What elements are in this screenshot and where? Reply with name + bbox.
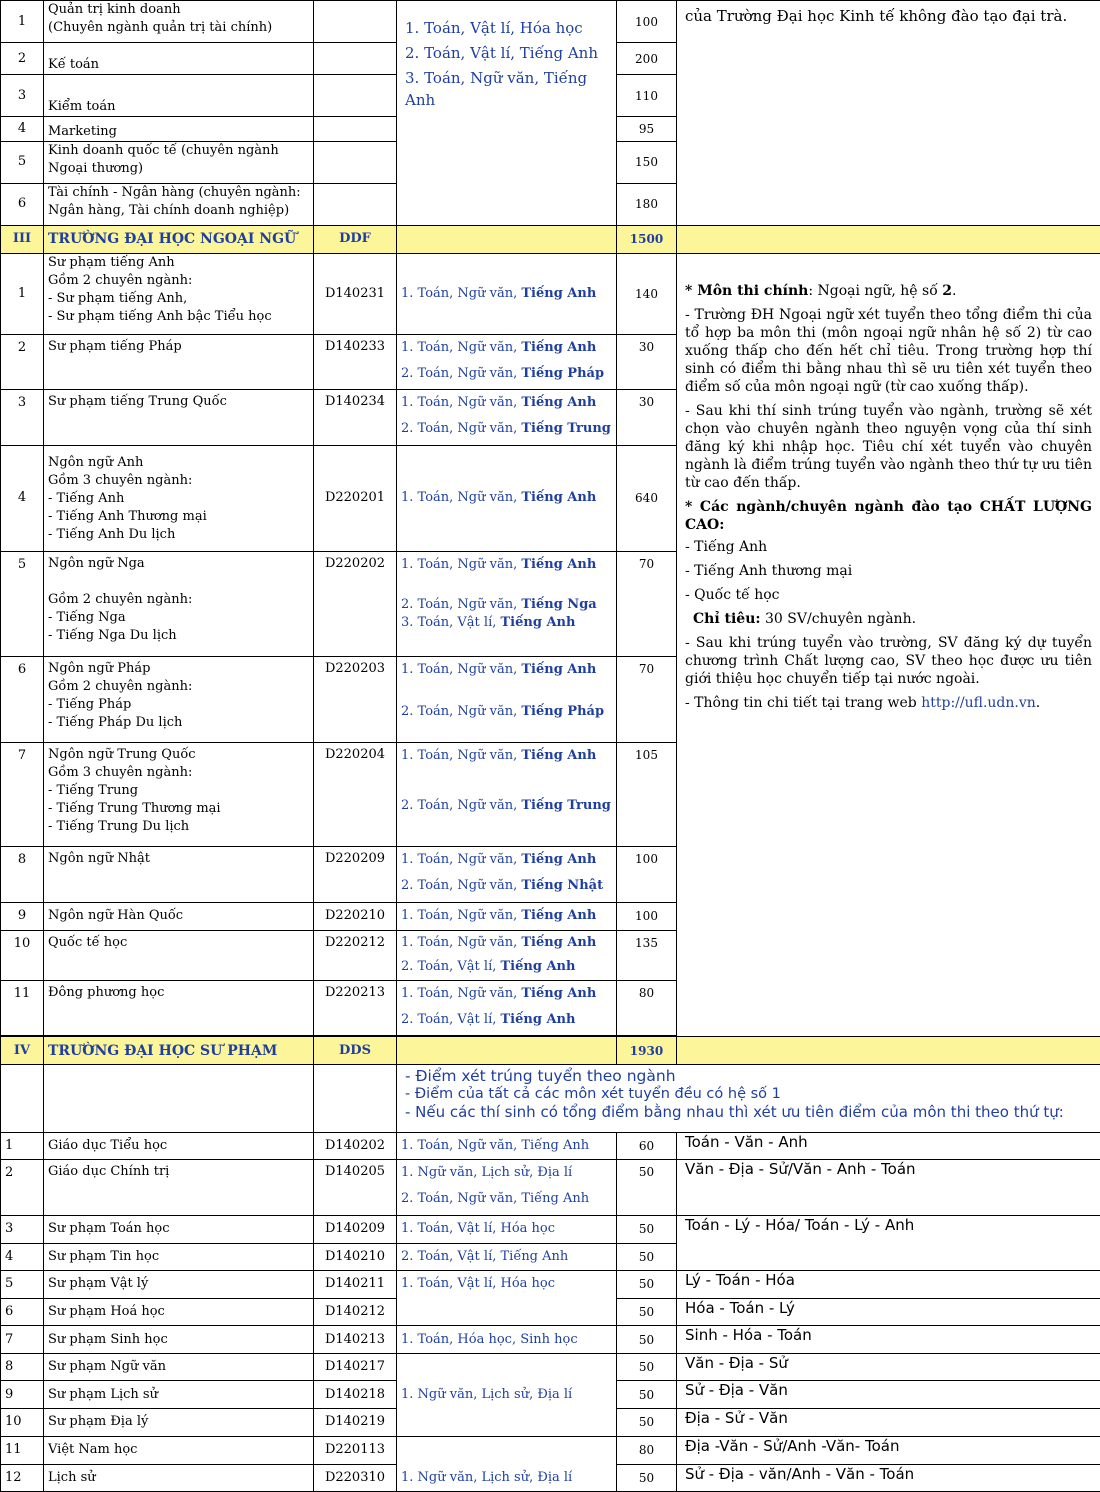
row-stt: 7 xyxy=(1,1326,44,1354)
row-qty: 110 xyxy=(617,75,677,117)
row-major-name: Sư phạm Ngữ văn xyxy=(44,1354,314,1381)
row-qty: 50 xyxy=(617,1409,677,1436)
row-qty: 30 xyxy=(617,335,677,390)
row-major-name: Sư phạm tiếng Trung Quốc xyxy=(44,390,314,445)
row-code: D140233 xyxy=(314,335,397,390)
section-qty: 1930 xyxy=(617,1037,677,1065)
rule-line: - Nếu các thí sinh có tổng điểm bằng nhau thì xét ưu tiên điểm của môn thi theo thứ tự: xyxy=(405,1103,1064,1122)
note-paragraph: - Trường ĐH Ngoại ngữ xét tuyển theo tổng điểm thi của tổ hợp ba môn thi (môn ngoại ngữ nhân hệ số 2) từ cao xuống thấp cho đến hết chỉ tiêu. Trong trường hợp thí sinh có điểm thi bằng nhau thì sẽ ưu tiên xét tuyển theo điểm số của môn ngoại ngữ (từ cao xuống thấp). xyxy=(685,306,1092,395)
row-qty: 105 xyxy=(617,742,677,846)
row-major-name: Sư phạm Hoá học xyxy=(44,1299,314,1326)
row-stt: 1 xyxy=(1,1,44,43)
combo-line: 3. Toán, Ngữ văn, Tiếng Anh xyxy=(405,69,588,109)
combo-cell: 1. Ngữ văn, Lịch sử, Địa lí 2. Toán, Ngữ văn, Tiếng Anh xyxy=(397,1160,617,1215)
combo-cell: 1. Toán, Ngữ văn, Tiếng Anh 2. Toán, Ngữ văn, Tiếng Pháp xyxy=(397,656,617,742)
table-row xyxy=(1,253,1100,334)
empty-cell xyxy=(314,1065,397,1133)
priority-order: Sinh - Hóa - Toán xyxy=(677,1326,1100,1354)
section-empty xyxy=(677,225,1100,253)
combo-cell: 2. Toán, Vật lí, Tiếng Anh xyxy=(397,1243,617,1270)
row-code: D140211 xyxy=(314,1270,397,1298)
row-qty: 50 xyxy=(617,1299,677,1326)
row-qty: 640 xyxy=(617,445,677,551)
row-code: D140210 xyxy=(314,1243,397,1270)
row-code xyxy=(314,75,397,117)
row-code: D220212 xyxy=(314,930,397,980)
row-stt: 3 xyxy=(1,390,44,445)
combo-cell: 1. Toán, Ngữ văn, Tiếng Anh xyxy=(397,445,617,551)
section-header xyxy=(1,225,1100,253)
admission-rules xyxy=(397,1065,1100,1133)
row-stt: 10 xyxy=(1,930,44,980)
row-major-name: Quản trị kinh doanh (Chuyên ngành quản trị tài chính) xyxy=(44,1,314,43)
s3-note: * Môn thi chính: Ngoại ngữ, hệ số 2. - Trường ĐH Ngoại ngữ xét tuyển theo tổng điểm thi của tổ hợp ba môn thi (môn ngoại ngữ nhân hệ số 2) từ cao xuống thấp cho đến hết chỉ tiêu. Trong trường hợp thí sinh có điểm thi bằng nhau thì sẽ ưu tiên xét tuyển theo điểm số của môn ngoại ngữ (từ cao xuống thấp). - Sau khi thí sinh trúng tuyển vào ngành, trường sẽ xét chọn vào chuyên ngành theo nguyện vọng của thí sinh đăng ký khi nhập học. Tiêu chí xét tuyển vào chuyên ngành là điểm trúng tuyển vào ngành theo thứ tự ưu tiên từ cao đến thấp. * Các ngành/chuyên ngành đào tạo CHẤT LƯỢNG CAO: - Tiếng Anh - Tiếng Anh thương mại - Quốc tế học Chỉ tiêu: 30 SV/chuyên ngành. - Sau khi trúng tuyển vào trường, SV đăng ký dự tuyển chương trình Chất lượng cao, SV theo học được ưu tiên giới thiệu học chuyển tiếp tại nước ngoài. - Thông tin chi tiết tại trang web http://ufl.udn.vn. xyxy=(677,253,1100,1036)
row-major-name: Quốc tế học xyxy=(44,930,314,980)
row-stt: 5 xyxy=(1,1270,44,1298)
empty-cell xyxy=(1,1065,44,1133)
row-code: D140212 xyxy=(314,1299,397,1326)
row-qty: 50 xyxy=(617,1243,677,1270)
row-major-name: Ngôn ngữ Hàn Quốc xyxy=(44,902,314,930)
row-major-name: Giáo dục Tiểu học xyxy=(44,1133,314,1160)
row-stt: 8 xyxy=(1,1354,44,1381)
row-qty: 30 xyxy=(617,390,677,445)
row-stt: 2 xyxy=(1,1160,44,1215)
row-code: D220204 xyxy=(314,742,397,846)
row-qty: 180 xyxy=(617,183,677,225)
row-qty: 50 xyxy=(617,1354,677,1381)
row-major-name: Giáo dục Chính trị xyxy=(44,1160,314,1215)
table-row xyxy=(1,1,1100,43)
rule-line: - Điểm của tất cả các môn xét tuyển đều có hệ số 1 xyxy=(405,1086,781,1103)
row-qty: 95 xyxy=(617,117,677,141)
note-paragraph: - Quốc tế học xyxy=(685,586,780,603)
row-code: D140205 xyxy=(314,1160,397,1215)
row-qty: 200 xyxy=(617,43,677,75)
row-stt: 11 xyxy=(1,1436,44,1464)
priority-order: Địa -Văn - Sử/Anh -Văn- Toán xyxy=(677,1436,1100,1464)
combo-cell: 1. Toán, Ngữ văn, Tiếng Anh 2. Toán, Ngữ văn, Tiếng Nga 3. Toán, Vật lí, Tiếng Anh xyxy=(397,552,617,656)
row-stt: 11 xyxy=(1,980,44,1035)
section-number: IV xyxy=(1,1037,44,1065)
row-code xyxy=(314,141,397,183)
priority-order: Sử - Địa - văn/Anh - Văn - Toán xyxy=(677,1464,1100,1491)
table-row xyxy=(1,1354,1100,1381)
row-major-name: Kinh doanh quốc tế (chuyên ngành Ngoại thương) xyxy=(44,141,314,183)
priority-order: Sử - Địa - Văn xyxy=(677,1381,1100,1409)
row-stt: 5 xyxy=(1,141,44,183)
row-code: D140219 xyxy=(314,1409,397,1436)
row-qty: 100 xyxy=(617,1,677,43)
combo-cell: 1. Toán, Ngữ văn, Tiếng Anh 2. Toán, Vật lí, Tiếng Anh xyxy=(397,980,617,1035)
top-note-text: của Trường Đại học Kinh tế không đào tạo đại trà. xyxy=(685,7,1068,25)
row-major-name: Đông phương học xyxy=(44,980,314,1035)
note-paragraph: - Tiếng Anh xyxy=(685,538,768,555)
row-code: D140234 xyxy=(314,390,397,445)
row-code: D220201 xyxy=(314,445,397,551)
row-code: D140217 xyxy=(314,1354,397,1381)
table-row xyxy=(1,1270,1100,1298)
row-major-name: Marketing xyxy=(44,117,314,141)
row-major-name: Việt Nam học xyxy=(44,1436,314,1464)
row-major-name: Sư phạm tiếng Anh Gồm 2 chuyên ngành: - Sư phạm tiếng Anh, - Sư phạm tiếng Anh bậc Tiểu học xyxy=(44,253,314,334)
table-row xyxy=(1,1160,1100,1215)
row-stt: 6 xyxy=(1,183,44,225)
row-qty: 80 xyxy=(617,980,677,1035)
combo-cell: 1. Ngữ văn, Lịch sử, Địa lí xyxy=(397,1436,617,1491)
note-paragraph: - Sau khi trúng tuyển vào trường, SV đăng ký dự tuyển chương trình Chất lượng cao, SV theo học được ưu tiên giới thiệu học chuyển tiếp tại nước ngoài. xyxy=(685,634,1092,687)
row-stt: 8 xyxy=(1,847,44,902)
priority-order: Văn - Địa - Sử/Văn - Anh - Toán xyxy=(677,1160,1100,1215)
section-code: DDF xyxy=(314,225,397,253)
row-major-name: Tài chính - Ngân hàng (chuyên ngành: Ngân hàng, Tài chính doanh nghiệp) xyxy=(44,183,314,225)
row-stt: 7 xyxy=(1,742,44,846)
row-stt: 1 xyxy=(1,253,44,334)
row-major-name: Ngôn ngữ Nhật xyxy=(44,847,314,902)
priority-order: Lý - Toán - Hóa xyxy=(677,1270,1100,1298)
row-stt: 2 xyxy=(1,335,44,390)
row-major-name: Ngôn ngữ Anh Gồm 3 chuyên ngành: - Tiếng Anh - Tiếng Anh Thương mại - Tiếng Anh Du lịch xyxy=(44,445,314,551)
row-stt: 4 xyxy=(1,1243,44,1270)
row-qty: 50 xyxy=(617,1215,677,1243)
section-empty xyxy=(397,1037,617,1065)
row-major-name: Kế toán xyxy=(44,43,314,75)
row-qty: 100 xyxy=(617,847,677,902)
combo-line: 2. Toán, Vật lí, Tiếng Anh xyxy=(405,44,599,62)
table-row xyxy=(1,1436,1100,1464)
note-paragraph: * Các ngành/chuyên ngành đào tạo CHẤT LƯỢNG CAO: xyxy=(685,498,1092,533)
row-major-name: Sư phạm Vật lý xyxy=(44,1270,314,1298)
table-row xyxy=(1,1326,1100,1354)
row-qty: 50 xyxy=(617,1464,677,1491)
row-code: D220209 xyxy=(314,847,397,902)
row-code xyxy=(314,43,397,75)
row-stt: 3 xyxy=(1,75,44,117)
row-code xyxy=(314,117,397,141)
combo-cell: 1. Toán, Ngữ văn, Tiếng Anh 2. Toán, Vật lí, Tiếng Anh xyxy=(397,930,617,980)
row-stt: 1 xyxy=(1,1133,44,1160)
row-code: D140202 xyxy=(314,1133,397,1160)
row-stt: 6 xyxy=(1,1299,44,1326)
row-major-name: Sư phạm Sinh học xyxy=(44,1326,314,1354)
row-stt: 9 xyxy=(1,1381,44,1409)
row-major-name: Ngôn ngữ Pháp Gồm 2 chuyên ngành: - Tiếng Pháp - Tiếng Pháp Du lịch xyxy=(44,656,314,742)
rules-row xyxy=(1,1065,1100,1133)
combo-cell: 1. Toán, Ngữ văn, Tiếng Anh xyxy=(397,1133,617,1160)
section-empty xyxy=(397,225,617,253)
row-qty: 50 xyxy=(617,1381,677,1409)
section-title: TRƯỜNG ĐẠI HỌC NGOẠI NGỮ xyxy=(44,225,314,253)
row-qty: 50 xyxy=(617,1326,677,1354)
row-qty: 50 xyxy=(617,1160,677,1215)
top-note xyxy=(677,1,1100,226)
section-title: TRƯỜNG ĐẠI HỌC SƯ PHẠM xyxy=(44,1037,314,1065)
combo-cell: 1. Toán, Ngữ văn, Tiếng Anh 2. Toán, Ngữ văn, Tiếng Trung xyxy=(397,390,617,445)
section-qty: 1500 xyxy=(617,225,677,253)
row-major-name: Lịch sử xyxy=(44,1464,314,1491)
row-stt: 4 xyxy=(1,445,44,551)
row-code: D220203 xyxy=(314,656,397,742)
priority-order: Văn - Địa - Sử xyxy=(677,1354,1100,1381)
priority-order: Hóa - Toán - Lý xyxy=(677,1299,1100,1326)
row-major-name: Sư phạm Toán học xyxy=(44,1215,314,1243)
combo-cell: 1. Toán, Hóa học, Sinh học xyxy=(397,1326,617,1354)
combo-cell: 1. Toán, Vật lí, Hóa học xyxy=(397,1215,617,1243)
row-stt: 3 xyxy=(1,1215,44,1243)
row-stt: 5 xyxy=(1,552,44,656)
combo-cell: 1. Toán, Ngữ văn, Tiếng Anh 2. Toán, Ngữ văn, Tiếng Trung xyxy=(397,742,617,846)
combo-cell: 1. Toán, Vật lí, Hóa học xyxy=(397,1270,617,1325)
combo-cell xyxy=(397,1,617,226)
empty-cell xyxy=(44,1065,314,1133)
combo-cell: 1. Toán, Ngữ văn, Tiếng Anh xyxy=(397,253,617,334)
row-code: D140213 xyxy=(314,1326,397,1354)
row-code: D140231 xyxy=(314,253,397,334)
row-major-name: Sư phạm Địa lý xyxy=(44,1409,314,1436)
website-link[interactable]: http://ufl.udn.vn xyxy=(921,694,1036,711)
combo-cell: 1. Ngữ văn, Lịch sử, Địa lí xyxy=(397,1354,617,1436)
row-qty: 70 xyxy=(617,552,677,656)
row-code xyxy=(314,1,397,43)
row-code: D220310 xyxy=(314,1464,397,1491)
row-stt: 9 xyxy=(1,902,44,930)
combo-cell: 1. Toán, Ngữ văn, Tiếng Anh 2. Toán, Ngữ văn, Tiếng Pháp xyxy=(397,335,617,390)
table-row xyxy=(1,1133,1100,1160)
row-code: D140218 xyxy=(314,1381,397,1409)
row-major-name: Sư phạm Tin học xyxy=(44,1243,314,1270)
row-code: D220113 xyxy=(314,1436,397,1464)
row-stt: 6 xyxy=(1,656,44,742)
note-paragraph: - Tiếng Anh thương mại xyxy=(685,562,853,579)
row-qty: 135 xyxy=(617,930,677,980)
row-qty: 60 xyxy=(617,1133,677,1160)
row-code xyxy=(314,183,397,225)
row-qty: 150 xyxy=(617,141,677,183)
note-paragraph: - Sau khi thí sinh trúng tuyển vào ngành, trường sẽ xét chọn vào chuyên ngành theo nguyện vọng của thí sinh đăng ký khi nhập học. Tiêu chí xét tuyển vào chuyên ngành là điểm trúng tuyển vào ngành theo thứ tự ưu tiên từ cao đến thấp. xyxy=(685,402,1092,491)
row-stt: 10 xyxy=(1,1409,44,1436)
row-qty: 140 xyxy=(617,253,677,334)
row-stt: 2 xyxy=(1,43,44,75)
table-row xyxy=(1,1215,1100,1243)
section-header xyxy=(1,1037,1100,1065)
section-empty xyxy=(677,1037,1100,1065)
row-qty: 70 xyxy=(617,656,677,742)
row-qty: 100 xyxy=(617,902,677,930)
row-code: D220213 xyxy=(314,980,397,1035)
row-stt: 4 xyxy=(1,117,44,141)
row-major-name: Sư phạm tiếng Pháp xyxy=(44,335,314,390)
rule-line: - Điểm xét trúng tuyển theo ngành xyxy=(405,1067,676,1086)
row-qty: 50 xyxy=(617,1270,677,1298)
row-code: D220202 xyxy=(314,552,397,656)
row-major-name: Ngôn ngữ Nga Gồm 2 chuyên ngành: - Tiếng Nga - Tiếng Nga Du lịch xyxy=(44,552,314,656)
priority-order: Địa - Sử - Văn xyxy=(677,1409,1100,1436)
section-number: III xyxy=(1,225,44,253)
combo-cell: 1. Toán, Ngữ văn, Tiếng Anh 2. Toán, Ngữ văn, Tiếng Nhật xyxy=(397,847,617,902)
row-major-name: Kiểm toán xyxy=(44,75,314,117)
row-major-name: Sư phạm Lịch sử xyxy=(44,1381,314,1409)
section-code: DDS xyxy=(314,1037,397,1065)
row-major-name: Ngôn ngữ Trung Quốc Gồm 3 chuyên ngành: - Tiếng Trung - Tiếng Trung Thương mại - Tiếng Trung Du lịch xyxy=(44,742,314,846)
combo-line: 1. Toán, Vật lí, Hóa học xyxy=(405,19,583,37)
row-stt: 12 xyxy=(1,1464,44,1491)
priority-order: Toán - Văn - Anh xyxy=(677,1133,1100,1160)
row-code: D140209 xyxy=(314,1215,397,1243)
row-code: D220210 xyxy=(314,902,397,930)
priority-order: Toán - Lý - Hóa/ Toán - Lý - Anh xyxy=(677,1215,1100,1270)
combo-cell: 1. Toán, Ngữ văn, Tiếng Anh xyxy=(397,902,617,930)
row-qty: 80 xyxy=(617,1436,677,1464)
